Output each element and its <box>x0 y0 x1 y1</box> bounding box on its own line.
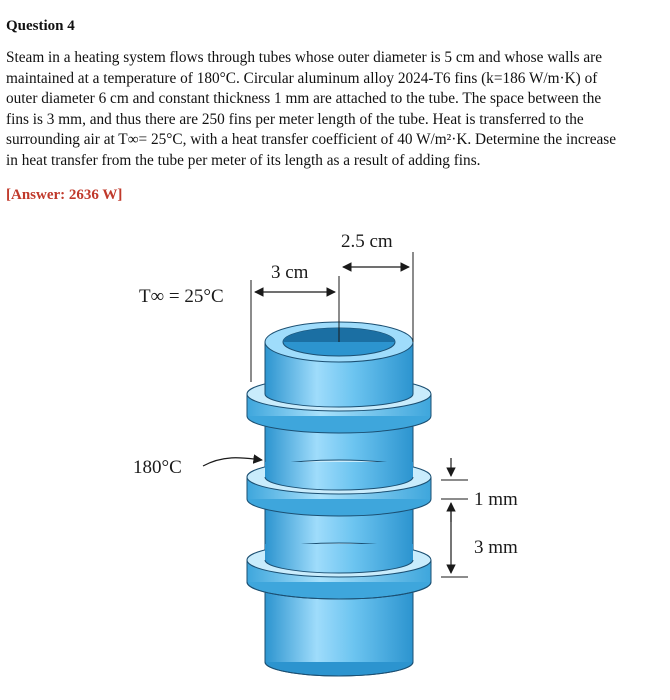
question-line: surrounding air at T∞= 25°C, with a heat transfer coefficient of 40 W/m²·K. Determine the increase <box>6 131 617 149</box>
fin-bottom <box>247 543 431 599</box>
dimension-1mm <box>441 458 518 522</box>
ambient-temp-label: T∞ = 25°C <box>139 286 224 307</box>
dimension-label: 2.5 cm <box>341 231 393 252</box>
question-line: fins is 3 mm, and thus there are 250 fins per meter length of the tube. Heat is transferred to the <box>6 110 584 128</box>
fin-middle <box>247 460 431 516</box>
dimension-label: 3 cm <box>271 262 309 283</box>
question-title: Question 4 <box>6 18 75 34</box>
question-line: outer diameter 6 cm and constant thickness 1 mm are attached to the tube. The space between the <box>6 90 602 108</box>
dimension-3mm <box>441 507 518 577</box>
answer-text: [Answer: 2636 W] <box>6 187 123 203</box>
finned-tube-figure <box>0 222 670 700</box>
question-line: maintained at a temperature of 180°C. Circular aluminum alloy 2024-T6 fins (k=186 W/m·K) of <box>6 69 598 87</box>
question-text <box>6 48 662 172</box>
dimension-label: 3 mm <box>474 537 518 558</box>
finned-tube-diagram <box>0 222 670 700</box>
question-line: Steam in a heating system flows through tubes whose outer diameter is 5 cm and whose walls are <box>6 49 603 66</box>
dimension-label: 1 mm <box>474 489 518 510</box>
question-line: in heat transfer from the tube per meter of its length as a result of adding fins. <box>6 151 481 169</box>
wall-temp-label: 180°C <box>133 457 182 478</box>
wall-temp-callout <box>133 457 262 478</box>
